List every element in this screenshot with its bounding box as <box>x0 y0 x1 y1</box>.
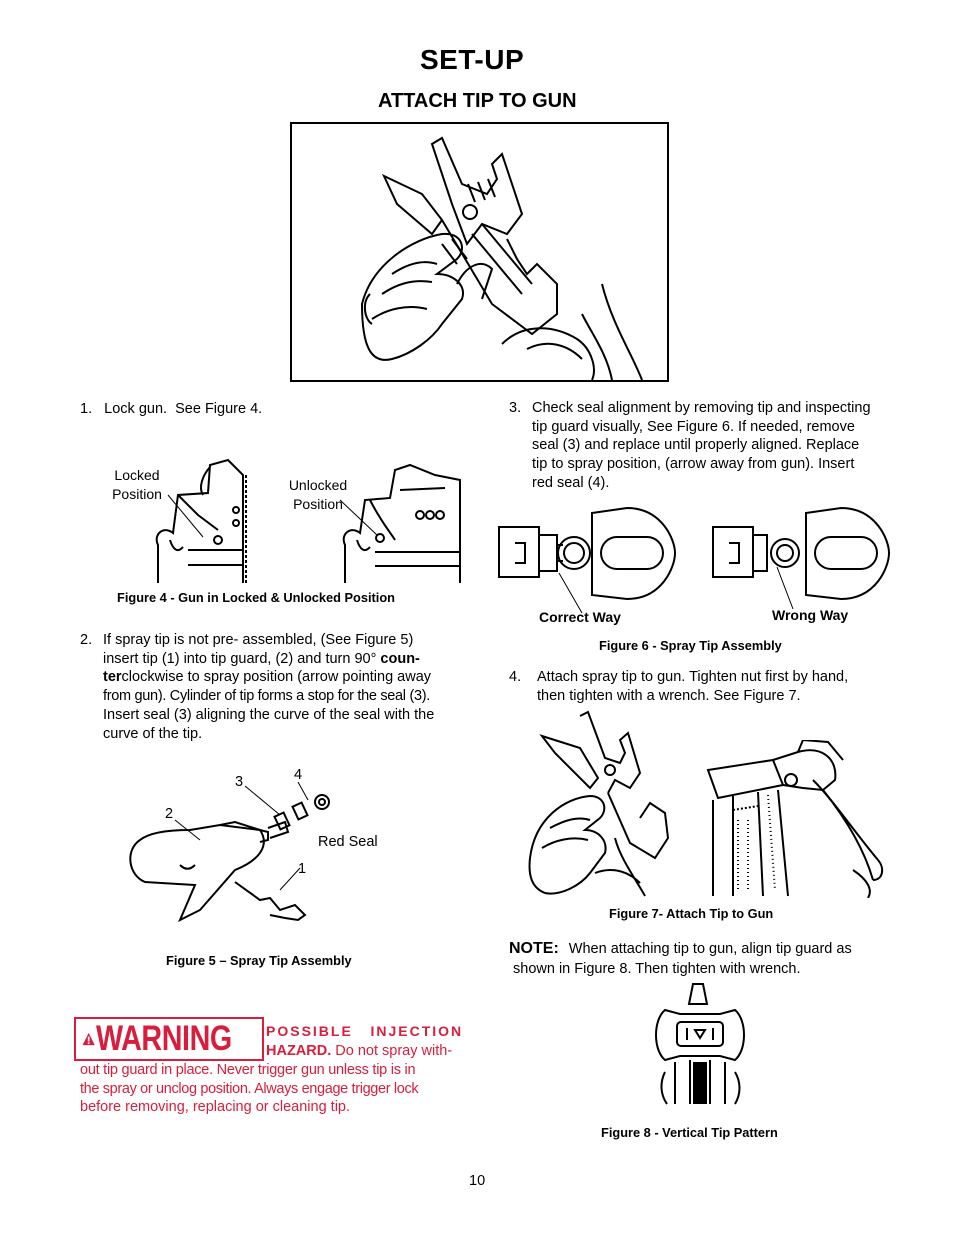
label-2: 2 <box>165 806 174 822</box>
correct-way-label: Correct Way <box>539 609 621 625</box>
warning-heading-1: POSSIBLE INJECTION <box>266 1023 464 1039</box>
label-4: 4 <box>294 767 303 783</box>
warning-line-2: out tip guard in place. Never trigger gun unless tip is in <box>80 1062 416 1078</box>
step-4-number: 4. <box>509 669 522 685</box>
attach-tip-illustration <box>290 122 669 382</box>
figure-6-caption: Figure 6 - Spray Tip Assembly <box>599 638 782 653</box>
step-2-line-5: Insert seal (3) aligning the curve of the seal with the <box>103 706 435 723</box>
figure-5-caption: Figure 5 – Spray Tip Assembly <box>166 953 352 968</box>
step-2-line-2b: coun- <box>380 650 420 667</box>
tip-correct-way-drawing <box>497 505 677 615</box>
vertical-tip-pattern-drawing <box>655 982 747 1106</box>
unlocked-label-line2: Position <box>293 496 343 512</box>
warning-badge <box>74 1017 264 1061</box>
label-1: 1 <box>298 861 307 877</box>
warning-badge-text: WARNING <box>96 1019 233 1058</box>
step-2-line-2a: insert tip (1) into tip guard, (2) and turn 90° <box>103 650 381 667</box>
warning-triangle-icon <box>82 1028 95 1050</box>
step-3-line-4: tip to spray position, (arrow away from gun). Insert <box>532 456 855 473</box>
step-2-line-1: If spray tip is not pre- assembled, (See Figure 5) <box>103 632 414 648</box>
warning-body <box>80 1061 460 1117</box>
step-4-line-1: Attach spray tip to gun. Tighten nut first by hand, <box>537 669 849 685</box>
note-line-2: shown in Figure 8. Then tighten with wrench. <box>513 960 801 977</box>
spray-tip-assembly-drawing <box>120 770 360 940</box>
step-3-text <box>532 399 889 493</box>
figure-4-caption: Figure 4 - Gun in Locked & Unlocked Position <box>117 590 396 605</box>
attach-tip-hand-drawing <box>520 708 670 898</box>
step-4-text <box>537 668 887 705</box>
wrong-way-label: Wrong Way <box>772 607 849 623</box>
page-number: 10 <box>469 1173 486 1189</box>
step-2-number: 2. <box>80 632 93 648</box>
unlocked-label-line1: Unlocked <box>288 477 348 493</box>
warning-heading-2-line <box>266 1042 452 1061</box>
wrench-tighten-drawing <box>703 740 885 898</box>
tip-wrong-way-drawing <box>711 505 891 615</box>
step-3-line-2: tip guard visually, See Figure 6. If needed, remove <box>532 418 855 435</box>
locked-label-line2: Position <box>112 486 162 502</box>
locked-label-line1: Locked <box>114 467 160 483</box>
note-label: NOTE <box>509 940 554 957</box>
warning-heading-2: HAZARD. <box>266 1043 332 1059</box>
section-title: ATTACH TIP TO GUN <box>378 90 577 112</box>
step-2-line-3b: clockwise to spray position (arrow pointing away <box>121 669 432 686</box>
step-2-line-3a: ter <box>103 669 122 686</box>
step-2-line-2 <box>103 650 459 669</box>
hands-gun-drawing <box>292 124 667 380</box>
note-line-1: When attaching tip to gun, align tip guard as <box>568 941 852 957</box>
page-title: SET-UP <box>420 44 525 75</box>
warning-line-3: the spray or unclog position. Always engage trigger lock <box>80 1080 419 1097</box>
step-3-line-3: seal (3) and replace until properly aligned. Replace <box>532 437 860 454</box>
step-2-text <box>103 631 459 743</box>
step-3-line-1: Check seal alignment by removing tip and inspecting <box>532 400 871 416</box>
note-block <box>509 940 889 978</box>
step-4-line-2: then tighten with a wrench. See Figure 7. <box>537 687 801 704</box>
step-3-line-5: red seal (4). <box>532 474 610 491</box>
step-2-line-6: curve of the tip. <box>103 725 203 742</box>
red-seal-label: Red Seal <box>318 834 378 850</box>
figure-7-caption: Figure 7- Attach Tip to Gun <box>609 906 774 921</box>
label-3: 3 <box>235 774 244 790</box>
warning-line-4: before removing, replacing or cleaning tip. <box>80 1099 351 1116</box>
step-3-number: 3. <box>509 400 522 416</box>
step-2-line-3 <box>103 668 459 687</box>
gun-unlocked-drawing <box>335 460 465 585</box>
step-2-line-4: from gun). Cylinder of tip forms a stop for the seal (3). <box>103 688 431 705</box>
warning-line-1: Do not spray with- <box>331 1043 453 1059</box>
figure-8-caption: Figure 8 - Vertical Tip Pattern <box>601 1125 778 1140</box>
gun-locked-drawing <box>148 455 258 585</box>
note-colon: : <box>553 940 559 957</box>
step-1-text: 1. Lock gun. See Figure 4. <box>80 401 263 417</box>
